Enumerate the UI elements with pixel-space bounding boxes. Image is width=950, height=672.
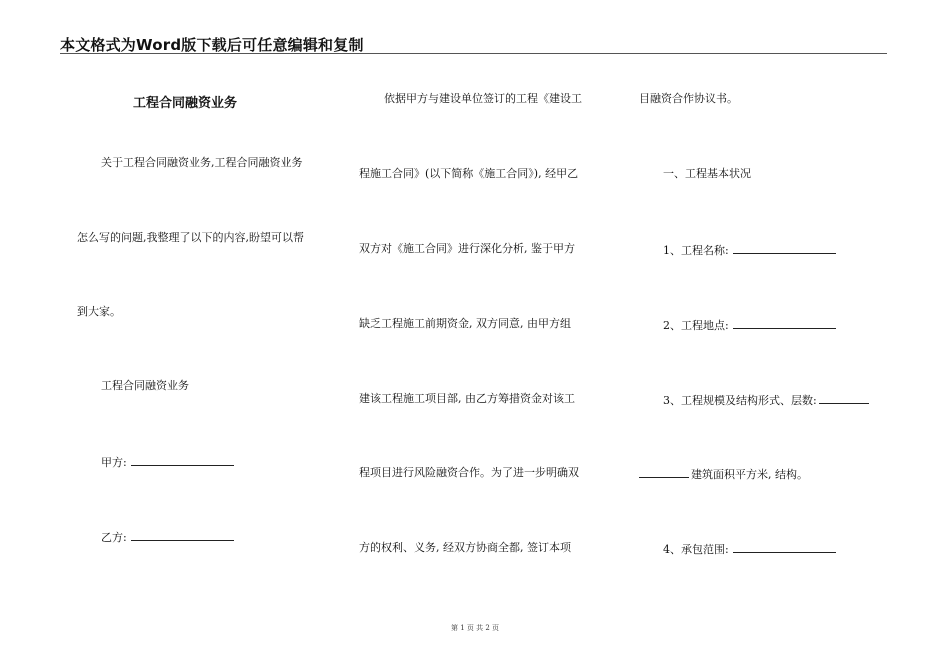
- project-scale-blank: [819, 392, 869, 404]
- header-divider: [60, 53, 887, 54]
- project-scale-field: [663, 392, 869, 408]
- project-location-blank: [733, 317, 836, 329]
- party-a-label: 甲方:: [101, 456, 127, 469]
- contract-scope-label: 4、承包范围:: [663, 543, 729, 556]
- party-b-blank: [131, 529, 234, 541]
- body-line-5: 建该工程施工项目部, 由乙方筹措资金对该工: [359, 392, 575, 405]
- building-area-blank: [639, 466, 689, 478]
- contract-subtitle: 工程合同融资业务: [101, 379, 189, 392]
- body-line-2: 程施工合同》(以下简称《施工合同》), 经甲乙: [359, 167, 579, 180]
- project-name-field: [663, 242, 836, 258]
- document-header-title: 本文格式为Word版下载后可任意编辑和复制: [60, 36, 364, 54]
- intro-line-3: 到大家。: [77, 305, 121, 318]
- building-area-label: 建筑面积平方米, 结构。: [691, 468, 808, 481]
- project-location-label: 2、工程地点:: [663, 319, 729, 332]
- project-name-blank: [733, 242, 836, 254]
- body-line-8: 目融资合作协议书。: [639, 92, 738, 105]
- party-b-field: [101, 529, 234, 545]
- document-title: 工程合同融资业务: [133, 96, 238, 111]
- body-line-3: 双方对《施工合同》进行深化分析, 鉴于甲方: [359, 242, 575, 255]
- project-location-field: [663, 317, 836, 333]
- body-line-7: 方的权利、义务, 经双方协商全都, 签订本项: [359, 541, 571, 554]
- intro-line-1: 关于工程合同融资业务,工程合同融资业务: [101, 156, 303, 169]
- contract-scope-blank: [733, 541, 836, 553]
- party-b-label: 乙方:: [101, 531, 127, 544]
- party-a-field: [101, 454, 234, 470]
- building-area-field: [639, 466, 808, 482]
- contract-scope-field: [663, 541, 836, 557]
- body-line-6: 程项目进行风险融资合作。为了进一步明确双: [359, 466, 579, 479]
- body-line-4: 缺乏工程施工前期资金, 双方同意, 由甲方组: [359, 317, 571, 330]
- project-name-label: 1、工程名称:: [663, 244, 729, 257]
- party-a-blank: [131, 454, 234, 466]
- page-number: 第 1 页 共 2 页: [450, 624, 500, 632]
- intro-line-2: 怎么写的问题,我整理了以下的内容,盼望可以帮: [77, 231, 304, 244]
- body-line-1: 依据甲方与建设单位签订的工程《建设工: [384, 92, 582, 105]
- project-scale-label: 3、工程规模及结构形式、层数:: [663, 394, 817, 407]
- section-heading-basic-info: 一、工程基本状况: [663, 167, 751, 180]
